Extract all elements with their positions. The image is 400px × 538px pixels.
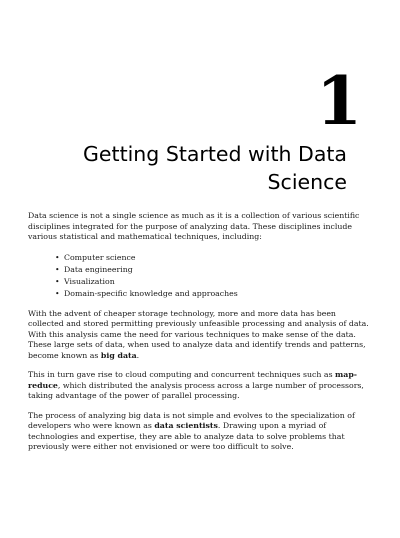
list-item bbox=[55, 276, 374, 288]
intro-paragraph: Data science is not a single science as much as it is a collection of various scientific disciplines integrated for the purpose of analyzing data. These disciplines include various statistical and mathematical techniques, including: bbox=[28, 211, 360, 241]
body-text bbox=[28, 211, 374, 462]
paragraph-map-reduce bbox=[28, 370, 374, 402]
list-item bbox=[55, 264, 374, 276]
paragraph-text: This in turn gave rise to cloud computing and concurrent techniques such as bbox=[28, 370, 336, 379]
list-item bbox=[55, 288, 374, 300]
paragraph-end: , which distributed the analysis process across a large number of processors, taking advantage of the power of parallel processing. bbox=[28, 380, 364, 400]
paragraph-text: The process of analyzing big data is not simple and evolves to the specialization of developers who were known as bbox=[28, 410, 355, 430]
bullet-icon: • bbox=[55, 252, 60, 262]
term-big-data: big data bbox=[100, 350, 137, 360]
chapter-number: 1 bbox=[316, 62, 362, 140]
paragraph-data-scientists bbox=[28, 411, 374, 453]
discipline-list bbox=[28, 252, 374, 300]
term-data-scientists: data scientists bbox=[154, 421, 218, 430]
list-item bbox=[55, 252, 374, 264]
chapter-title-line-2: Science bbox=[267, 170, 347, 194]
chapter-title bbox=[27, 140, 347, 196]
chapter-title-line-1: Getting Started with Data bbox=[83, 142, 347, 166]
list-item-text: Visualization bbox=[64, 276, 115, 286]
term-map-reduce: map-reduce bbox=[28, 370, 358, 390]
list-item-text: Domain-specific knowledge and approaches bbox=[64, 288, 238, 298]
list-item-text: Computer science bbox=[64, 252, 136, 262]
list-item-text: Data engineering bbox=[64, 264, 133, 274]
paragraph-big-data bbox=[28, 309, 374, 362]
bullet-icon: • bbox=[55, 276, 60, 286]
bullet-icon: • bbox=[55, 264, 60, 274]
bullet-icon: • bbox=[55, 288, 60, 298]
paragraph-end: . bbox=[136, 350, 140, 360]
paragraph-end: . Drawing upon a myriad of technologies and expertise, they are able to analyze data to solve problems that previously were either not envisioned or were too difficult to solve. bbox=[28, 421, 345, 451]
paragraph-text: With the advent of cheaper storage technology, more and more data has been collected and stored permitting previously unfeasible processing and analysis of data. With this analysis came the need for various techniques to make sense of the data. These large sets of data, when used to analyze data and identify trends and patterns, become known as bbox=[28, 308, 369, 360]
